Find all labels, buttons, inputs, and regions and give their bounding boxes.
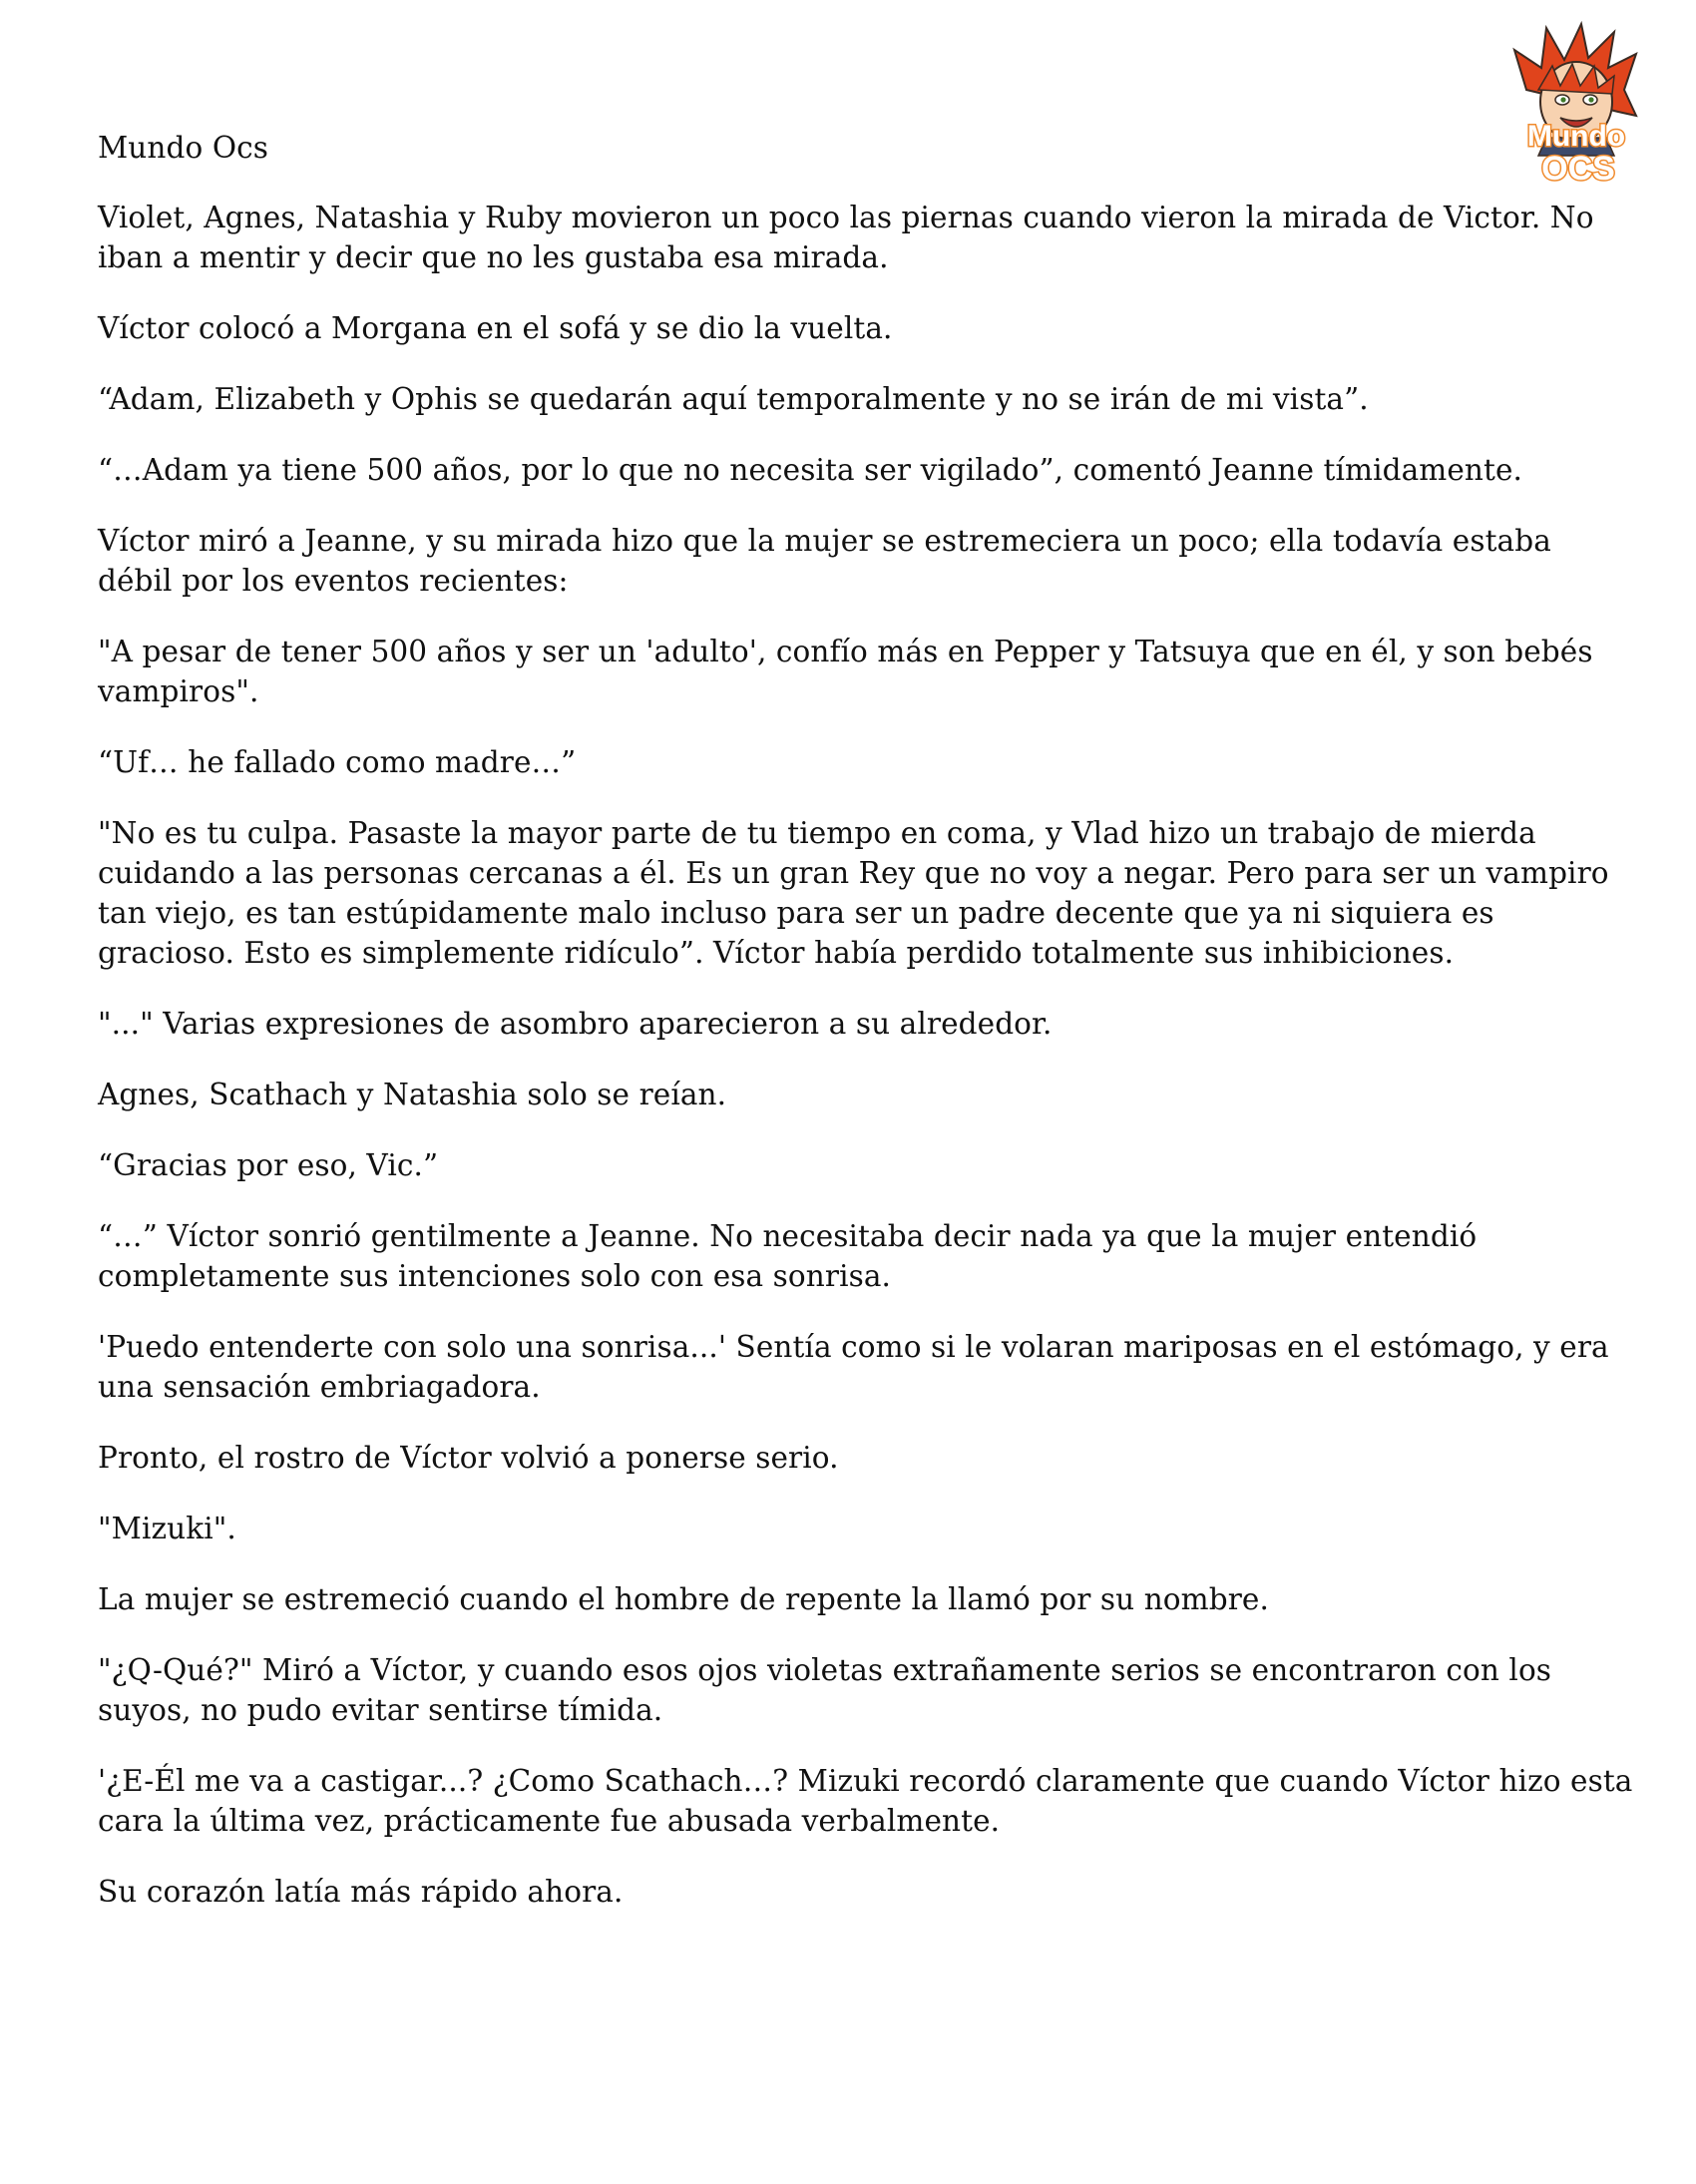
paragraph-12: “…” Víctor sonrió gentilmente a Jeanne. No necesitaba decir nada ya que la mujer entendió completamente sus intenciones solo con esa sonrisa. (98, 1219, 1478, 1293)
paragraph-11: “Gracias por eso, Vic.” (98, 1148, 439, 1182)
paragraph-6: "A pesar de tener 500 años y ser un 'adulto', confío más en Pepper y Tatsuya que en él, y son bebés vampiros". (98, 635, 1593, 708)
paragraph-15: "Mizuki". (98, 1512, 236, 1545)
paragraph-8: "No es tu culpa. Pasaste la mayor parte de tu tiempo en coma, y Vlad hizo un trabajo de mierda cuidando a las personas cercanas a él. Es un gran Rey que no voy a negar. Pero para ser un vampiro tan viejo, es tan estúpidamente malo incluso para ser un padre decente que ya ni siquiera es gracioso. Esto es simplemente ridículo”. Víctor había perdido totalmente sus inhibiciones. (98, 816, 1609, 970)
paragraph-3: “Adam, Elizabeth y Ophis se quedarán aquí temporalmente y no se irán de mi vista”. (98, 382, 1369, 416)
paragraph-4: “…Adam ya tiene 500 años, por lo que no necesita ser vigilado”, comentó Jeanne tímidamente. (98, 453, 1523, 487)
paragraph-10: Agnes, Scathach y Natashia solo se reían. (98, 1078, 727, 1111)
paragraph-2: Víctor colocó a Morgana en el sofá y se dio la vuelta. (98, 311, 893, 345)
paragraph-14: Pronto, el rostro de Víctor volvió a ponerse serio. (98, 1441, 839, 1475)
logo-text-line1: Mundo (1526, 120, 1626, 153)
paragraph-18: '¿E-Él me va a castigar...? ¿Como Scathach…? Mizuki recordó claramente que cuando Víctor hizo esta cara la última vez, prácticamente fue abusada verbalmente. (98, 1764, 1633, 1838)
paragraph-1: Violet, Agnes, Natashia y Ruby movieron un poco las piernas cuando vieron la mirada de Victor. No iban a mentir y decir que no les gustaba esa mirada. (98, 201, 1594, 274)
paragraph-13: 'Puedo entenderte con solo una sonrisa...' Sentía como si le volaran mariposas en el estómago, y era una sensación embriagadora. (98, 1330, 1609, 1404)
paragraph-19: Su corazón latía más rápido ahora. (98, 1875, 624, 1909)
paragraph-7: “Uf… he fallado como madre…” (98, 745, 577, 779)
paragraph-5: Víctor miró a Jeanne, y su mirada hizo que la mujer se estremeciera un poco; ella todavía estaba débil por los eventos recientes: (98, 524, 1551, 598)
paragraph-9: "..." Varias expresiones de asombro aparecieron a su alrededor. (98, 1007, 1053, 1041)
paragraph-17: "¿Q-Qué?" Miró a Víctor, y cuando esos ojos violetas extrañamente serios se encontraron con los suyos, no pudo evitar sentirse tímida. (98, 1653, 1552, 1727)
paragraph-16: La mujer se estremeció cuando el hombre de repente la llamó por su nombre. (98, 1582, 1269, 1616)
document-header: Mundo Ocs (98, 131, 268, 165)
document-body (98, 128, 1634, 1943)
logo-text-line2: OCS (1541, 150, 1615, 188)
